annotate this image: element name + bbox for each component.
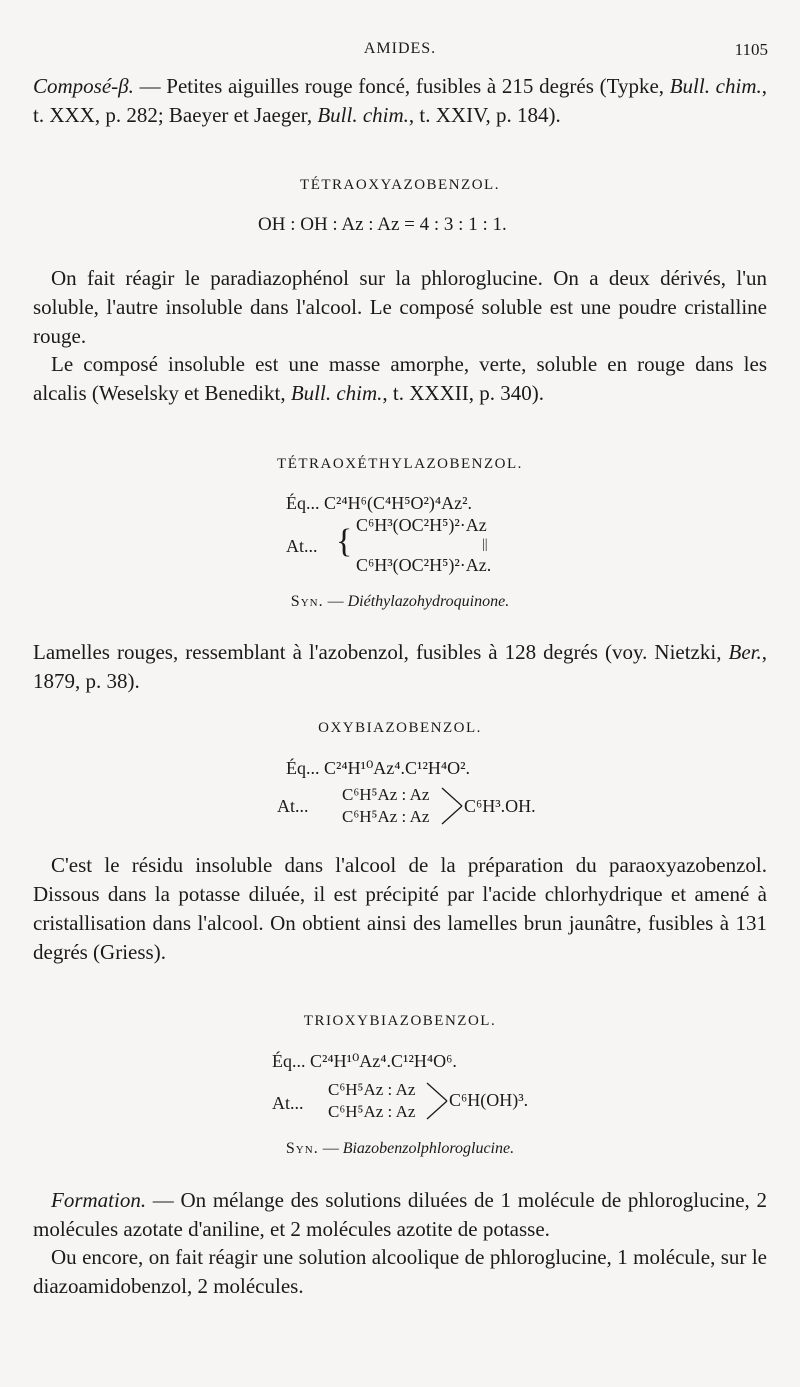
section4-paragraph-1: [33, 1186, 767, 1244]
formula-eq-s2: Éq... C²⁴H⁶(C⁴H⁵O²)⁴Az².: [286, 493, 473, 513]
formula-at-label-s3: At...: [277, 796, 309, 816]
section3-paragraph-1: [33, 851, 767, 967]
section2-p1-italic: Ber.: [728, 640, 762, 664]
formula-at-top-s4: C⁶H⁵Az : Az: [328, 1080, 416, 1099]
formula-at-right-s4: C⁶H(OH)³.: [449, 1090, 529, 1110]
syn-label-s4: Syn.: [285, 1140, 319, 1157]
syn-dash-s2: —: [323, 593, 348, 610]
synonym-s2: [0, 593, 800, 611]
section1-p2-text-c: , t. XXXII, p. 340).: [382, 381, 544, 405]
section2-p1-text-a: Lamelles rouges, ressemblant à l'azobenzol, fusibles à 128 degrés (voy. Nietzki,: [33, 640, 729, 664]
section1-p1-text: On fait réagir le paradiazophénol sur la phloroglucine. On a deux dérivés, l'un soluble, l'autre insoluble dans l'alcool. Le composé soluble est une poudre cristalline rouge.: [33, 266, 767, 348]
formula-ratio: OH : OH : Az : Az = 4 : 3 : 1 : 1.: [258, 214, 507, 235]
formula-at-label-s2: At...: [286, 536, 318, 556]
section1-p2-italic: Bull. chim.: [290, 381, 383, 405]
formula-at-right-s3: C⁶H³.OH.: [464, 796, 536, 816]
section-title-tetraoxyazobenzol: TÉTRAOXYAZOBENZOL.: [300, 177, 500, 193]
bond-lines-s3: [440, 784, 464, 828]
syn-name-s4: Biazobenzolphloroglucine.: [342, 1140, 515, 1157]
syn-dash-s4: —: [318, 1140, 343, 1157]
section2-p1-text-c: , 1879, p. 38).: [33, 640, 767, 693]
section4-p2-text: Ou encore, on fait réagir une solution alcoolique de phloroglucine, 1 molécule, sur le diazoamidobenzol, 2 molécules.: [33, 1245, 767, 1298]
formula-at-top-s2: C⁶H³(OC²H⁵)²·Az: [356, 515, 487, 535]
section4-p1-text: — On mélange des solutions diluées de 1 molécule de phloroglucine, 2 molécules azotate d'aniline, et 2 molécules azotite de potasse.: [33, 1188, 767, 1241]
intro-italic-bull-2: Bull. chim.: [317, 103, 409, 127]
section4-p1-italic: Formation.: [51, 1188, 147, 1212]
running-title: AMIDES.: [363, 40, 437, 57]
formula-at-bot-s4: C⁶H⁵Az : Az: [328, 1102, 416, 1121]
section1-paragraph-1: [33, 264, 767, 351]
formula-at-label-s4: At...: [272, 1093, 304, 1113]
section3-p1-text: C'est le résidu insoluble dans l'alcool de la préparation du paraoxyazobenzol. Dissous dans la potasse diluée, il est précipité par l'acide chlorhydrique et amené à cristallisation dans l'alcool. On obtient ainsi des lamelles brun jaunâtre, fusibles à 131 degrés (Griess).: [33, 853, 767, 964]
formula-at-mid-s2: ||: [482, 537, 488, 552]
synonym-s4: [0, 1140, 800, 1158]
section1-p2-text-a: Le composé insoluble est une masse amorphe, verte, soluble en rouge dans les alcalis (Weselsky et Benedikt,: [33, 352, 767, 405]
syn-label-s2: Syn.: [290, 593, 324, 610]
formula-eq-s4: Éq... C²⁴H¹⁰Az⁴.C¹²H⁴O⁶.: [272, 1051, 457, 1071]
intro-italic-bull-1: Bull. chim.: [669, 74, 762, 98]
formula-at-bot-s3: C⁶H⁵Az : Az: [342, 807, 430, 826]
page-number: 1105: [734, 40, 768, 59]
section-title-tetraoxethylazobenzol: TÉTRAOXÉTHYLAZOBENZOL.: [277, 456, 523, 472]
intro-text-b: , t. XXX, p. 282; Baeyer et Jaeger,: [33, 74, 767, 127]
section4-paragraph-2: [33, 1243, 767, 1301]
formula-eq-s3: Éq... C²⁴H¹⁰Az⁴.C¹²H⁴O².: [286, 758, 471, 778]
section1-paragraph-2: [33, 350, 767, 408]
syn-name-s2: Diéthylazohydroquinone.: [347, 593, 510, 610]
brace-s2: {: [336, 523, 353, 560]
section2-paragraph-1: [33, 638, 767, 696]
intro-paragraph: [33, 72, 767, 130]
intro-text-c: , t. XXIV, p. 184).: [408, 103, 561, 127]
running-header: [0, 40, 800, 66]
section-title-trioxybiazobenzol: TRIOXYBIAZOBENZOL.: [303, 1013, 497, 1029]
section-title-oxybiazobenzol: OXYBIAZOBENZOL.: [318, 720, 482, 736]
intro-italic-compose: Composé-β.: [33, 74, 134, 98]
formula-at-bot-s2: C⁶H³(OC²H⁵)²·Az.: [356, 555, 492, 575]
intro-text-a: — Petites aiguilles rouge foncé, fusibles à 215 degrés (Typke,: [133, 74, 670, 98]
bond-lines-s4: [425, 1079, 449, 1123]
formula-at-top-s3: C⁶H⁵Az : Az: [342, 785, 430, 804]
